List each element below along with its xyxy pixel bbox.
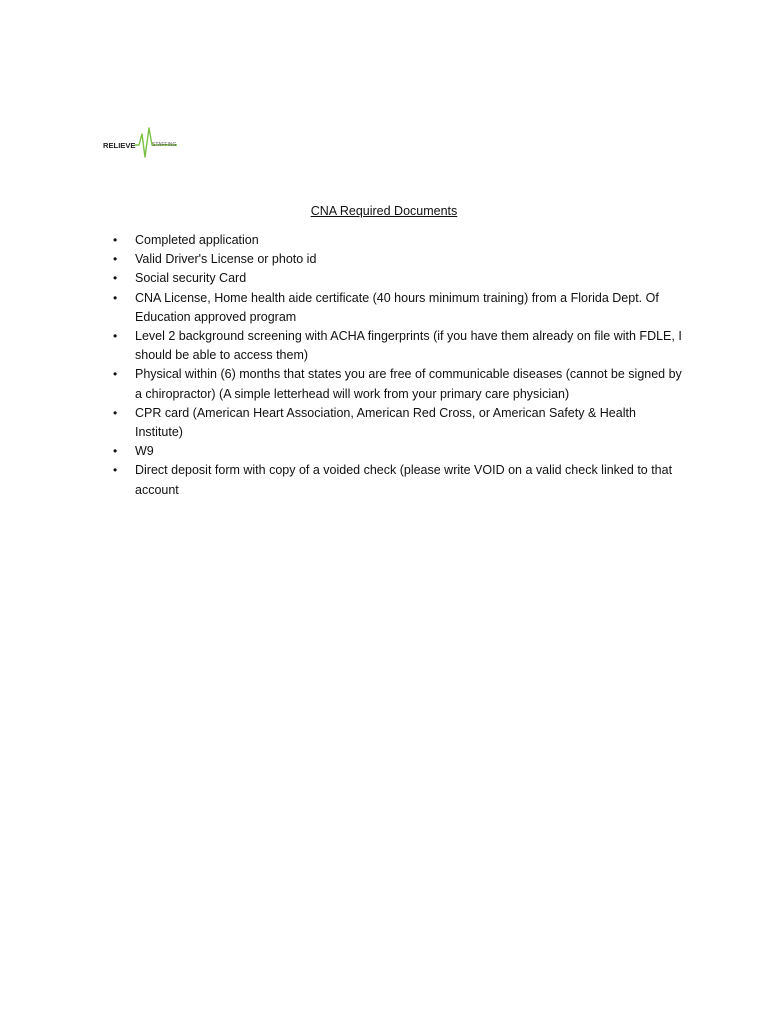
bullet-icon: •	[113, 271, 118, 286]
bullet-icon: •	[113, 233, 118, 247]
list-item	[113, 289, 683, 327]
company-logo	[103, 124, 177, 164]
svg-text:STAFFING: STAFFING	[152, 142, 177, 148]
list-item-text: Social security Card	[135, 271, 247, 286]
list-item	[113, 250, 683, 269]
bullet-icon: •	[113, 444, 118, 459]
svg-text:RELIEVE: RELIEVE	[103, 141, 136, 150]
list-item-text: CPR card (American Heart Association, American Red Cross, or American Safety & Health Institute)	[135, 405, 636, 440]
list-item	[113, 269, 683, 288]
bullet-icon: •	[113, 329, 118, 344]
list-item	[113, 327, 683, 365]
list-item	[113, 461, 683, 499]
bullet-icon: •	[113, 463, 118, 478]
list-item-text: Direct deposit form with copy of a voided check (please write VOID on a valid check linked to that account	[135, 463, 673, 497]
required-documents-list	[113, 231, 683, 500]
list-item	[113, 404, 683, 442]
document-title: CNA Required Documents	[310, 204, 458, 218]
list-item-text: CNA License, Home health aide certificate (40 hours minimum training) from a Florida Dept. Of Education approved program	[135, 290, 659, 324]
list-item-text: Completed application	[135, 233, 259, 247]
list-item-text: Physical within (6) months that states you are free of communicable diseases (cannot be signed by a chiropractor) (A simple letterhead will work from your primary care physician)	[135, 367, 682, 401]
bullet-icon: •	[113, 252, 118, 267]
bullet-icon: •	[113, 367, 118, 382]
relieve-staffing-logo-graphic	[103, 124, 177, 164]
list-item-text: Valid Driver's License or photo id	[135, 252, 317, 267]
bullet-icon: •	[113, 405, 118, 420]
list-item	[113, 365, 683, 403]
list-item	[113, 231, 683, 250]
bullet-icon: •	[113, 290, 118, 305]
list-item	[113, 442, 683, 461]
list-item-text: W9	[135, 444, 154, 459]
list-item-text: Level 2 background screening with ACHA fingerprints (if you have them already on file with FDLE, I should be able to access them)	[135, 329, 682, 363]
